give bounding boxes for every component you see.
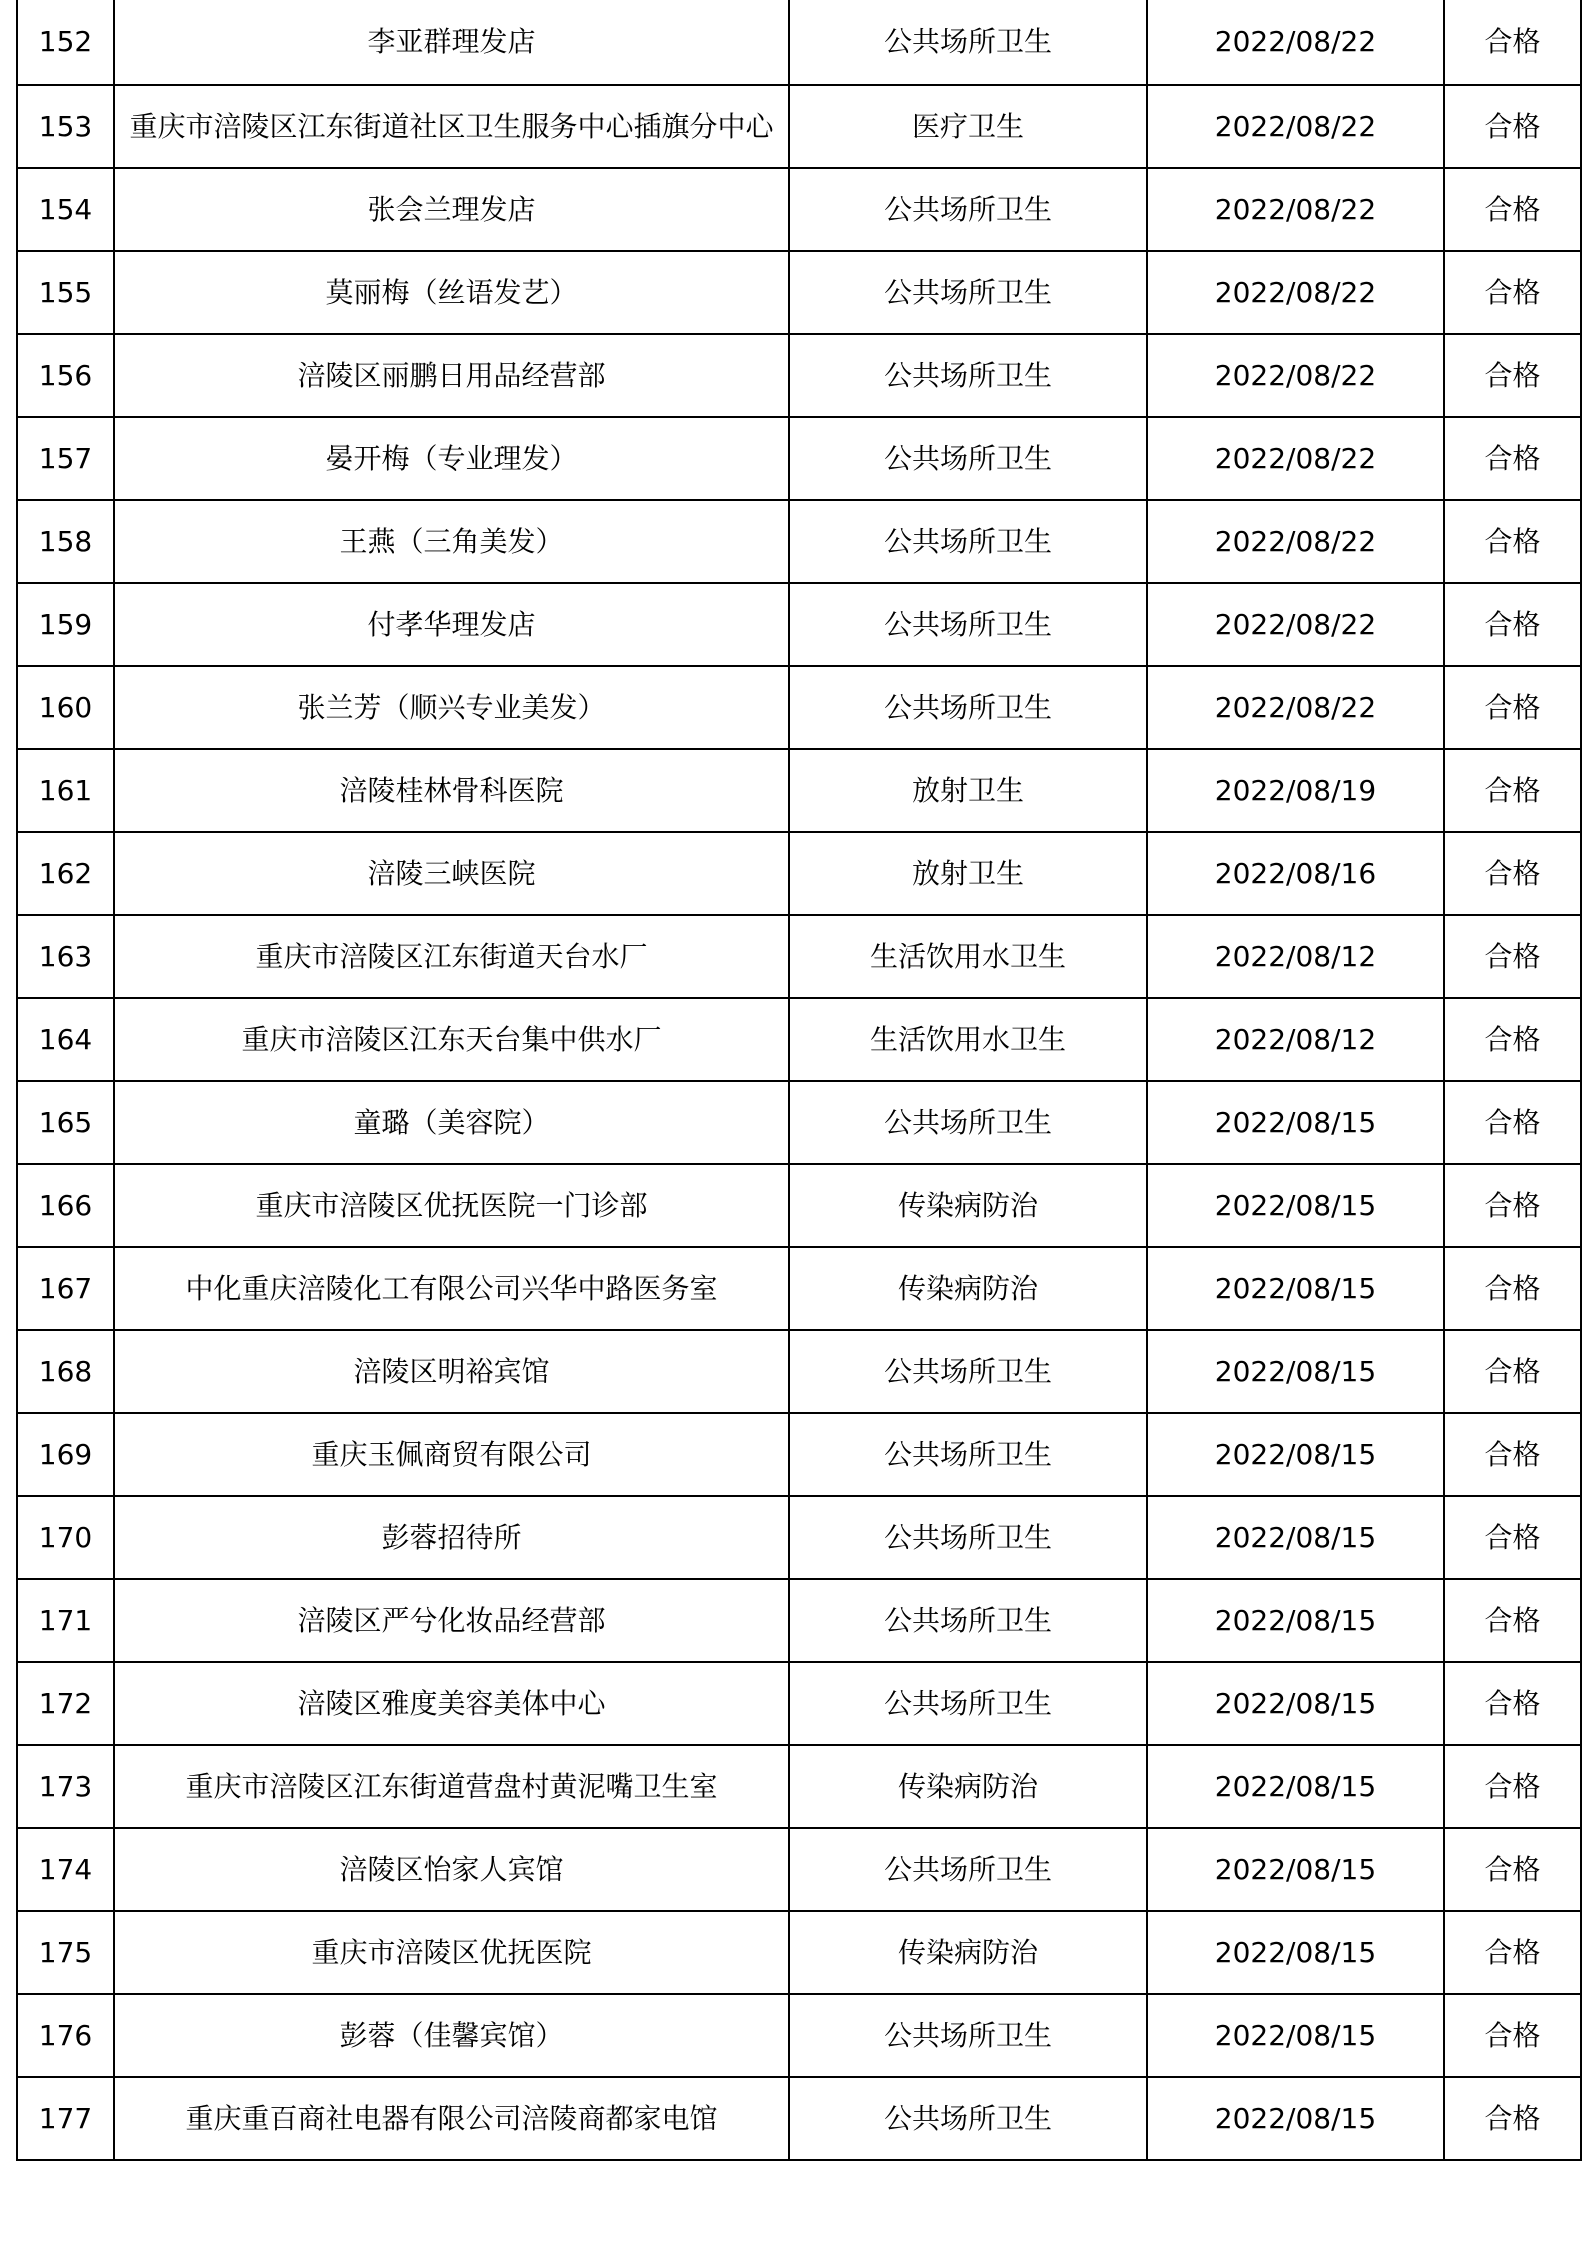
row-number-cell: 164: [17, 998, 114, 1081]
inspection-category-cell: 公共场所卫生: [789, 0, 1147, 85]
row-number-cell: 173: [17, 1745, 114, 1828]
inspection-result-cell: 合格: [1444, 85, 1581, 168]
inspection-category-cell: 传染病防治: [789, 1745, 1147, 1828]
inspection-category-cell: 放射卫生: [789, 749, 1147, 832]
inspection-records-table: [16, 0, 1582, 2161]
inspection-result-cell: 合格: [1444, 998, 1581, 1081]
row-number-cell: 168: [17, 1330, 114, 1413]
inspection-date-cell: 2022/08/22: [1147, 85, 1444, 168]
inspection-result-cell: 合格: [1444, 1081, 1581, 1164]
table-row: [17, 1247, 1581, 1330]
inspection-date-cell: 2022/08/22: [1147, 583, 1444, 666]
entity-name-cell: 涪陵区怡家人宾馆: [114, 1828, 789, 1911]
inspection-result-cell: 合格: [1444, 417, 1581, 500]
inspection-result-cell: 合格: [1444, 832, 1581, 915]
records-table-body: [17, 0, 1581, 2160]
inspection-category-cell: 公共场所卫生: [789, 1081, 1147, 1164]
inspection-date-cell: 2022/08/15: [1147, 1164, 1444, 1247]
inspection-category-cell: 公共场所卫生: [789, 1496, 1147, 1579]
entity-name-cell: 彭蓉（佳馨宾馆）: [114, 1994, 789, 2077]
entity-name-cell: 李亚群理发店: [114, 0, 789, 85]
inspection-date-cell: 2022/08/22: [1147, 500, 1444, 583]
inspection-result-cell: 合格: [1444, 1745, 1581, 1828]
row-number-cell: 174: [17, 1828, 114, 1911]
row-number-cell: 166: [17, 1164, 114, 1247]
row-number-cell: 153: [17, 85, 114, 168]
entity-name-cell: 重庆市涪陵区江东天台集中供水厂: [114, 998, 789, 1081]
table-row: [17, 0, 1581, 85]
inspection-date-cell: 2022/08/22: [1147, 666, 1444, 749]
inspection-result-cell: 合格: [1444, 0, 1581, 85]
table-row: [17, 583, 1581, 666]
table-row: [17, 334, 1581, 417]
entity-name-cell: 重庆重百商社电器有限公司涪陵商都家电馆: [114, 2077, 789, 2160]
inspection-date-cell: 2022/08/15: [1147, 1994, 1444, 2077]
inspection-result-cell: 合格: [1444, 1579, 1581, 1662]
entity-name-cell: 涪陵桂林骨科医院: [114, 749, 789, 832]
entity-name-cell: 重庆玉佩商贸有限公司: [114, 1413, 789, 1496]
inspection-category-cell: 传染病防治: [789, 1164, 1147, 1247]
entity-name-cell: 付孝华理发店: [114, 583, 789, 666]
inspection-result-cell: 合格: [1444, 2077, 1581, 2160]
row-number-cell: 167: [17, 1247, 114, 1330]
entity-name-cell: 涪陵区严兮化妆品经营部: [114, 1579, 789, 1662]
inspection-date-cell: 2022/08/15: [1147, 1330, 1444, 1413]
entity-name-cell: 涪陵区雅度美容美体中心: [114, 1662, 789, 1745]
table-row: [17, 1081, 1581, 1164]
inspection-category-cell: 生活饮用水卫生: [789, 998, 1147, 1081]
table-row: [17, 1330, 1581, 1413]
table-row: [17, 1745, 1581, 1828]
inspection-category-cell: 医疗卫生: [789, 85, 1147, 168]
entity-name-cell: 涪陵三峡医院: [114, 832, 789, 915]
inspection-date-cell: 2022/08/12: [1147, 998, 1444, 1081]
inspection-date-cell: 2022/08/15: [1147, 1662, 1444, 1745]
inspection-date-cell: 2022/08/22: [1147, 417, 1444, 500]
inspection-result-cell: 合格: [1444, 1247, 1581, 1330]
entity-name-cell: 晏开梅（专业理发）: [114, 417, 789, 500]
row-number-cell: 155: [17, 251, 114, 334]
row-number-cell: 162: [17, 832, 114, 915]
inspection-category-cell: 生活饮用水卫生: [789, 915, 1147, 998]
inspection-date-cell: 2022/08/22: [1147, 334, 1444, 417]
table-row: [17, 832, 1581, 915]
table-row: [17, 1994, 1581, 2077]
entity-name-cell: 王燕（三角美发）: [114, 500, 789, 583]
table-row: [17, 915, 1581, 998]
table-row: [17, 251, 1581, 334]
table-row: [17, 85, 1581, 168]
table-row: [17, 666, 1581, 749]
table-row: [17, 998, 1581, 1081]
inspection-category-cell: 公共场所卫生: [789, 666, 1147, 749]
inspection-date-cell: 2022/08/22: [1147, 168, 1444, 251]
inspection-result-cell: 合格: [1444, 749, 1581, 832]
row-number-cell: 160: [17, 666, 114, 749]
inspection-result-cell: 合格: [1444, 1496, 1581, 1579]
inspection-category-cell: 公共场所卫生: [789, 2077, 1147, 2160]
inspection-result-cell: 合格: [1444, 168, 1581, 251]
entity-name-cell: 涪陵区丽鹏日用品经营部: [114, 334, 789, 417]
table-row: [17, 1496, 1581, 1579]
inspection-result-cell: 合格: [1444, 583, 1581, 666]
inspection-date-cell: 2022/08/15: [1147, 1247, 1444, 1330]
inspection-category-cell: 公共场所卫生: [789, 251, 1147, 334]
row-number-cell: 163: [17, 915, 114, 998]
entity-name-cell: 重庆市涪陵区优抚医院一门诊部: [114, 1164, 789, 1247]
row-number-cell: 171: [17, 1579, 114, 1662]
entity-name-cell: 中化重庆涪陵化工有限公司兴华中路医务室: [114, 1247, 789, 1330]
table-row: [17, 168, 1581, 251]
row-number-cell: 175: [17, 1911, 114, 1994]
inspection-result-cell: 合格: [1444, 500, 1581, 583]
row-number-cell: 165: [17, 1081, 114, 1164]
entity-name-cell: 张兰芳（顺兴专业美发）: [114, 666, 789, 749]
row-number-cell: 170: [17, 1496, 114, 1579]
table-row: [17, 749, 1581, 832]
inspection-result-cell: 合格: [1444, 1911, 1581, 1994]
inspection-result-cell: 合格: [1444, 1994, 1581, 2077]
inspection-date-cell: 2022/08/15: [1147, 1828, 1444, 1911]
table-row: [17, 1911, 1581, 1994]
row-number-cell: 154: [17, 168, 114, 251]
inspection-category-cell: 公共场所卫生: [789, 1662, 1147, 1745]
table-row: [17, 1164, 1581, 1247]
inspection-category-cell: 公共场所卫生: [789, 1994, 1147, 2077]
entity-name-cell: 重庆市涪陵区江东街道营盘村黄泥嘴卫生室: [114, 1745, 789, 1828]
table-row: [17, 1579, 1581, 1662]
inspection-result-cell: 合格: [1444, 1662, 1581, 1745]
inspection-category-cell: 公共场所卫生: [789, 334, 1147, 417]
entity-name-cell: 张会兰理发店: [114, 168, 789, 251]
row-number-cell: 159: [17, 583, 114, 666]
entity-name-cell: 彭蓉招待所: [114, 1496, 789, 1579]
inspection-date-cell: 2022/08/19: [1147, 749, 1444, 832]
inspection-date-cell: 2022/08/15: [1147, 2077, 1444, 2160]
table-row: [17, 1828, 1581, 1911]
row-number-cell: 152: [17, 0, 114, 85]
row-number-cell: 161: [17, 749, 114, 832]
inspection-date-cell: 2022/08/15: [1147, 1413, 1444, 1496]
inspection-date-cell: 2022/08/15: [1147, 1745, 1444, 1828]
entity-name-cell: 童璐（美容院）: [114, 1081, 789, 1164]
inspection-date-cell: 2022/08/15: [1147, 1081, 1444, 1164]
inspection-category-cell: 公共场所卫生: [789, 500, 1147, 583]
inspection-category-cell: 公共场所卫生: [789, 417, 1147, 500]
entity-name-cell: 重庆市涪陵区江东街道天台水厂: [114, 915, 789, 998]
inspection-category-cell: 公共场所卫生: [789, 583, 1147, 666]
entity-name-cell: 重庆市涪陵区优抚医院: [114, 1911, 789, 1994]
inspection-date-cell: 2022/08/12: [1147, 915, 1444, 998]
entity-name-cell: 重庆市涪陵区江东街道社区卫生服务中心插旗分中心: [114, 85, 789, 168]
inspection-category-cell: 公共场所卫生: [789, 1413, 1147, 1496]
inspection-date-cell: 2022/08/22: [1147, 0, 1444, 85]
inspection-category-cell: 传染病防治: [789, 1247, 1147, 1330]
inspection-result-cell: 合格: [1444, 1828, 1581, 1911]
entity-name-cell: 莫丽梅（丝语发艺）: [114, 251, 789, 334]
inspection-category-cell: 放射卫生: [789, 832, 1147, 915]
inspection-category-cell: 公共场所卫生: [789, 1579, 1147, 1662]
inspection-result-cell: 合格: [1444, 334, 1581, 417]
row-number-cell: 176: [17, 1994, 114, 2077]
inspection-date-cell: 2022/08/16: [1147, 832, 1444, 915]
inspection-category-cell: 传染病防治: [789, 1911, 1147, 1994]
inspection-result-cell: 合格: [1444, 666, 1581, 749]
inspection-result-cell: 合格: [1444, 915, 1581, 998]
inspection-category-cell: 公共场所卫生: [789, 1330, 1147, 1413]
row-number-cell: 169: [17, 1413, 114, 1496]
row-number-cell: 157: [17, 417, 114, 500]
table-row: [17, 1413, 1581, 1496]
row-number-cell: 177: [17, 2077, 114, 2160]
row-number-cell: 172: [17, 1662, 114, 1745]
row-number-cell: 158: [17, 500, 114, 583]
entity-name-cell: 涪陵区明裕宾馆: [114, 1330, 789, 1413]
inspection-result-cell: 合格: [1444, 251, 1581, 334]
table-row: [17, 417, 1581, 500]
row-number-cell: 156: [17, 334, 114, 417]
inspection-date-cell: 2022/08/22: [1147, 251, 1444, 334]
table-row: [17, 1662, 1581, 1745]
inspection-category-cell: 公共场所卫生: [789, 1828, 1147, 1911]
table-row: [17, 2077, 1581, 2160]
inspection-date-cell: 2022/08/15: [1147, 1911, 1444, 1994]
table-row: [17, 500, 1581, 583]
inspection-category-cell: 公共场所卫生: [789, 168, 1147, 251]
inspection-result-cell: 合格: [1444, 1164, 1581, 1247]
inspection-date-cell: 2022/08/15: [1147, 1496, 1444, 1579]
inspection-result-cell: 合格: [1444, 1413, 1581, 1496]
inspection-result-cell: 合格: [1444, 1330, 1581, 1413]
inspection-date-cell: 2022/08/15: [1147, 1579, 1444, 1662]
